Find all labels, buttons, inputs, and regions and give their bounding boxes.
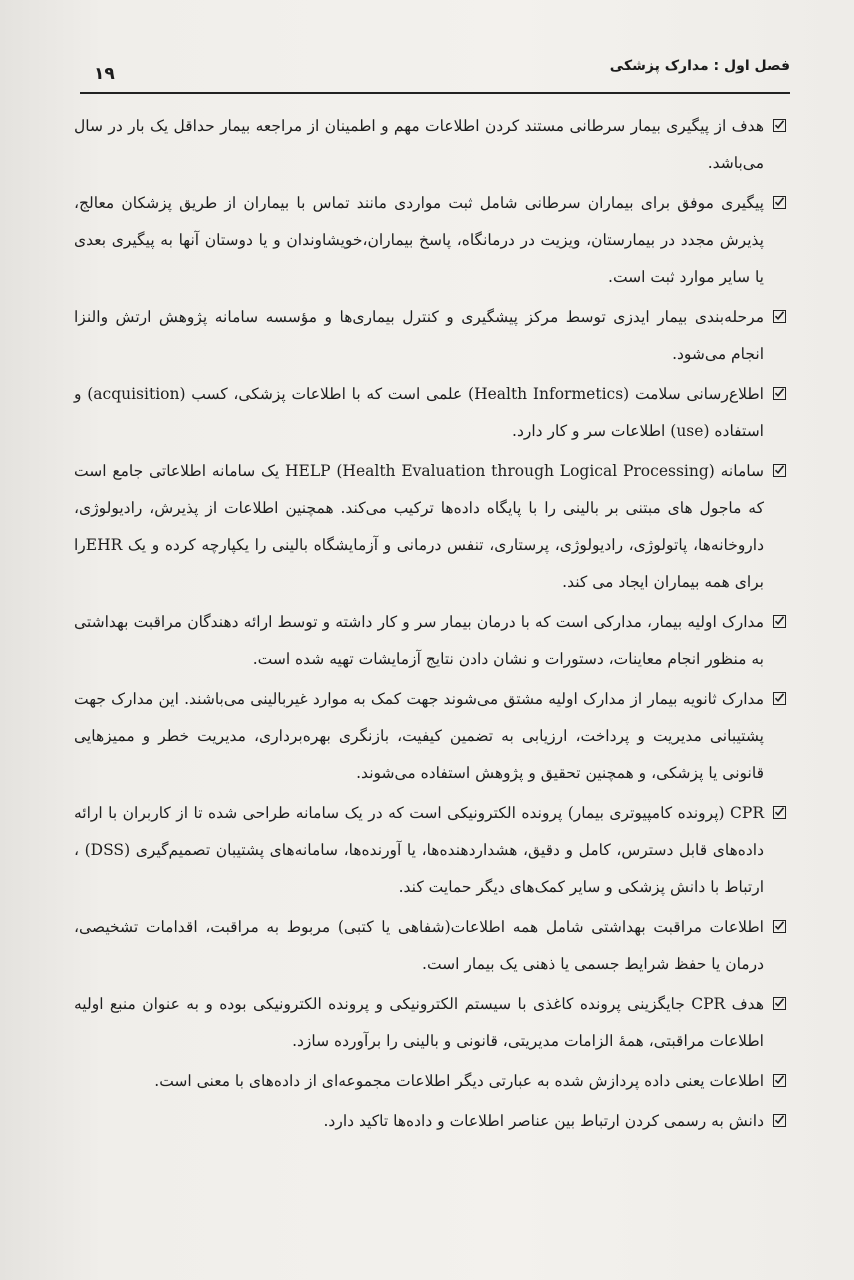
checkbox-icon: [773, 806, 786, 819]
checkbox-icon: [773, 196, 786, 209]
checkbox-icon: [773, 1114, 786, 1127]
list-item-text: مرحله‌بندی بیمار ایدزی توسط مرکز پیشگیری و کنترل بیماری‌ها و مؤسسه سامانه پژوهش ارتش والنزا انجام می‌شود.: [74, 308, 764, 363]
list-item: [74, 604, 786, 678]
list-item: [74, 185, 786, 296]
list-item: [74, 1103, 786, 1140]
checkbox-icon: [773, 615, 786, 628]
list-item: [74, 909, 786, 983]
list-item-text: CPR (پرونده کامپیوتری بیمار) پرونده الکترونیکی است که در یک سامانه طراحی شده تا از کاربران با ارائه داده‌های قابل دسترس، کامل و دقیق، هشداردهنده‌ها، یا آورنده‌ها، سامانه‌های پشتیبان تصمیم‌گیری (DSS) ، ارتباط با دانش پزشکی و سایر کمک‌های دیگر حمایت کند.: [74, 804, 764, 896]
list-item-text: سامانه HELP (Health Evaluation through Logical Processing) یک سامانه اطلاعاتی جامع است که ماجول های مبتنی بر بالینی را با پایگاه داده‌ها ترکیب می‌کند. همچنین اطلاعات از پذیرش، رادیولوژی، داروخانه‌ها، پاتولوژی، رادیولوژی، پرستاری، تنفس درمانی و آزمایشگاه بالینی را یکپارچه کرده و یک EHRرا برای همه بیماران ایجاد می کند.: [74, 462, 764, 591]
page-header: [80, 56, 790, 94]
checkbox-icon: [773, 997, 786, 1010]
list-item: [74, 108, 786, 182]
checkbox-icon: [773, 692, 786, 705]
checkbox-icon: [773, 119, 786, 132]
chapter-title: فصل اول : مدارک پزشکی: [609, 58, 790, 74]
list-item-text: اطلاعات یعنی داده پردازش شده به عبارتی دیگر اطلاعات مجموعه‌ای از داده‌های با معنی است.: [154, 1072, 764, 1090]
list-item: [74, 453, 786, 601]
page-number: ۱۹: [94, 64, 115, 84]
list-item-text: پیگیری موفق برای بیماران سرطانی شامل ثبت مواردی مانند تماس با بیماران از طریق پزشکان معالج، پذیرش مجدد در بیمارستان، ویزیت در درمانگاه، پاسخ بیماران،خویشاوندان و یا دوستان آنها به پیگیری بعدی یا سایر موارد ثبت است.: [74, 194, 764, 286]
list-item: [74, 1063, 786, 1100]
list-item: [74, 681, 786, 792]
list-item: [74, 299, 786, 373]
list-item-text: هدف از پیگیری بیمار سرطانی مستند کردن اطلاعات مهم و اطمینان از مراجعه بیمار حداقل یک بار در سال می‌باشد.: [74, 117, 764, 172]
list-item-text: دانش به رسمی کردن ارتباط بین عناصر اطلاعات و داده‌ها تاکید دارد.: [323, 1112, 764, 1130]
list-item-text: اطلاع‌رسانی سلامت (Health Informetics) علمی است که با اطلاعات پزشکی، کسب (acquisition) و استفاده (use) اطلاعات سر و کار دارد.: [74, 385, 764, 440]
checkbox-icon: [773, 310, 786, 323]
list-item-text: هدف CPR جایگزینی پرونده کاغذی با سیستم الکترونیکی و پرونده الکترونیکی بوده و به عنوان منبع اولیه اطلاعات مراقبتی، همهٔ الزامات مدیریتی، قانونی و بالینی را برآورده سازد.: [74, 995, 764, 1050]
page-content: [74, 108, 786, 1143]
list-item-text: مدارک اولیه بیمار، مدارکی است که با درمان بیمار سر و کار داشته و توسط ارائه دهندگان مراقبت بهداشتی به منظور انجام معاینات، دستورات و نشان دادن نتایج آزمایشات تهیه شده است.: [74, 613, 764, 668]
checkbox-icon: [773, 920, 786, 933]
list-item: [74, 795, 786, 906]
list-item: [74, 986, 786, 1060]
list-item-text: مدارک ثانویه بیمار از مدارک اولیه مشتق می‌شوند جهت کمک به موارد غیربالینی می‌باشند. این مدارک جهت پشتیبانی مدیریت و پرداخت، ارزیابی به تضمین کیفیت، بازنگری بهره‌برداری، مدیریت خطر و ممیزهایی قانونی یا پزشکی، و همچنین تحقیق و پژوهش استفاده می‌شوند.: [74, 690, 764, 782]
list-item: [74, 376, 786, 450]
checkbox-icon: [773, 387, 786, 400]
checkbox-icon: [773, 464, 786, 477]
checkbox-icon: [773, 1074, 786, 1087]
list-item-text: اطلاعات مراقبت بهداشتی شامل همه اطلاعات(شفاهی یا کتبی) مربوط به مراقبت، اقدامات تشخیصی، درمان یا حفظ شرایط جسمی یا ذهنی یک بیمار است.: [74, 918, 764, 973]
